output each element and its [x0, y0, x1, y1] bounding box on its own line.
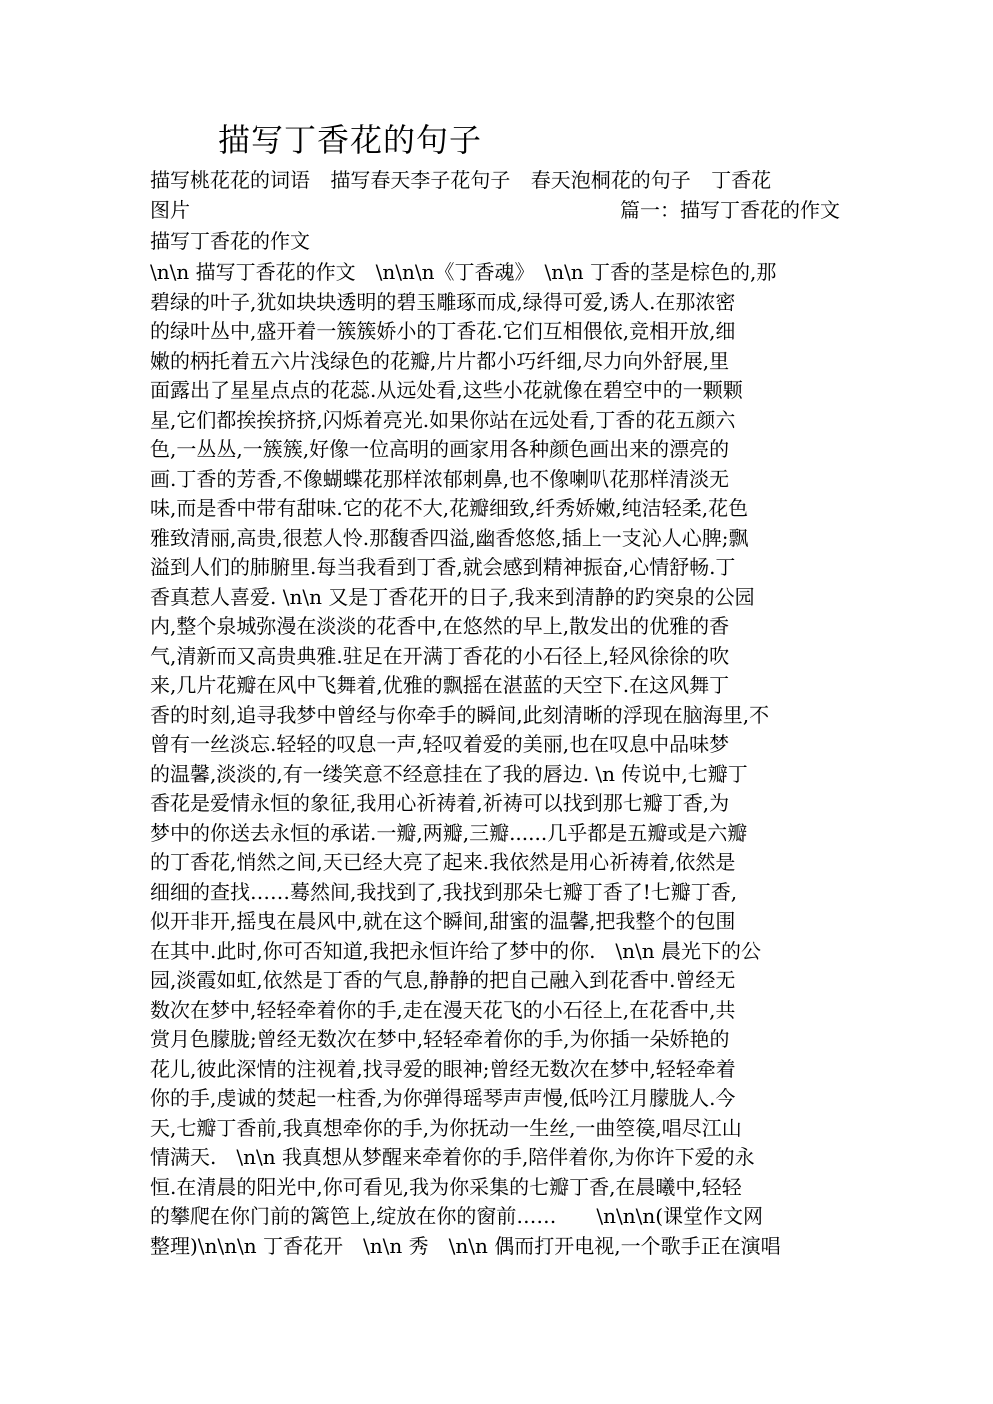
body-line: 数次在梦中,轻轻牵着你的手,走在漫天花飞的小石径上,在花香中,共: [150, 997, 736, 1022]
body-line: 香的时刻,追寻我梦中曾经与你牵手的瞬间,此刻清晰的浮现在脑海里,不: [150, 702, 770, 727]
body-line: 的攀爬在你门前的篱笆上,绽放在你的窗前…… \n\n\n(课堂作文网: [150, 1204, 764, 1228]
body-line: 曾有一丝淡忘.轻轻的叹息一声,轻叹着爱的美丽,也在叹息中品味梦: [150, 732, 730, 756]
related-tag: 春天泡桐花的句子: [530, 168, 691, 192]
body-line: 香花是爱情永恒的象征,我用心祈祷着,祈祷可以找到那七瓣丁香,为: [150, 791, 730, 815]
body-line: 溢到人们的肺腑里.每当我看到丁香,就会感到精神振奋,心情舒畅.丁: [150, 555, 736, 579]
body-line: \n\n 描写丁香花的作文 \n\n\n《丁香魂》 \n\n 丁香的茎是棕色的,那: [150, 260, 777, 284]
body-line: 天,七瓣丁香前,我真想牵你的手,为你抚动一生丝,一曲箜篌,唱尽江山: [150, 1115, 742, 1140]
body-line: 嫩的柄托着五六片浅绿色的花瓣,片片都小巧纤细,尽力向外舒展,里: [150, 348, 730, 373]
body-line: 细细的查找……蓦然间,我找到了,我找到那朵七瓣丁香了!七瓣丁香,: [150, 879, 738, 904]
related-tag-continuation: 图片: [150, 198, 190, 222]
body-line: 梦中的你送去永恒的承诺.一瓣,两瓣,三瓣......几乎都是五瓣或是六瓣: [150, 820, 748, 845]
document-title: 描写丁香花的句子: [218, 121, 483, 159]
body-line: 气,清新而又高贵典雅.驻足在开满丁香花的小石径上,轻风徐徐的吹: [150, 643, 730, 668]
body-line: 园,淡霞如虹,依然是丁香的气息,静静的把自己融入到花香中.曾经无: [150, 968, 736, 992]
body-line: 你的手,虔诚的焚起一柱香,为你弹得瑶琴声声慢,低吟江月朦胧人.今: [150, 1086, 736, 1110]
body-line: 花儿,彼此深情的注视着,找寻爱的眼神;曾经无数次在梦中,轻轻牵着: [150, 1056, 736, 1081]
body-line: 画.丁香的芳香,不像蝴蝶花那样浓郁刺鼻,也不像喇叭花那样清淡无: [150, 466, 730, 491]
subheading: 描写丁香花的作文: [150, 229, 310, 253]
related-tag: 描写春天李子花句子: [330, 168, 511, 192]
body-line: 在其中.此时,你可否知道,我把永恒许给了梦中的你. \n\n 晨光下的公: [150, 938, 762, 963]
related-tags: [150, 166, 840, 194]
body-line: 碧绿的叶子,犹如块块透明的碧玉雕琢而成,绿得可爱,诱人.在那浓密: [150, 289, 736, 314]
body-line: 雅致清丽,高贵,很惹人怜.那馥香四溢,幽香悠悠,插上一支沁人心脾;飘: [150, 525, 749, 550]
body-line: 星,它们都挨挨挤挤,闪烁着亮光.如果你站在远处看,丁香的花五颜六: [150, 407, 736, 432]
body-line: 整理)\n\n\n 丁香花开 \n\n 秀 \n\n 偶而打开电视,一个歌手正在演唱: [150, 1233, 781, 1258]
body-line: 来,几片花瓣在风中飞舞着,优雅的飘摇在湛蓝的天空下.在这风舞丁: [150, 673, 730, 697]
body-text: [150, 258, 840, 1261]
body-line: 面露出了星星点点的花蕊.从远处看,这些小花就像在碧空中的一颗颗: [150, 378, 743, 402]
meta-row: [150, 196, 840, 224]
body-line: 赏月色朦胧;曾经无数次在梦中,轻轻牵着你的手,为你插一朵娇艳的: [150, 1027, 730, 1051]
body-line: 内,整个泉城弥漫在淡淡的花香中,在悠然的早上,散发出的优雅的香: [150, 614, 730, 638]
body-line: 味,而是香中带有甜味.它的花不大,花瓣细致,纤秀娇嫩,纯洁轻柔,花色: [150, 496, 749, 520]
body-line: 恒.在清晨的阳光中,你可看见,我为你采集的七瓣丁香,在晨曦中,轻轻: [150, 1174, 742, 1199]
body-line: 的绿叶丛中,盛开着一簇簇娇小的丁香花.它们互相偎依,竞相开放,细: [150, 319, 736, 343]
body-line: 色,一丛丛,一簇簇,好像一位高明的画家用各种颜色画出来的漂亮的: [150, 437, 730, 461]
body-line: 的温馨,淡淡的,有一缕笑意不经意挂在了我的唇边. \n 传说中,七瓣丁: [150, 761, 748, 786]
body-line: 香真惹人喜爱. \n\n 又是丁香花开的日子,我来到清静的趵突泉的公园: [150, 584, 755, 609]
related-tag: 丁香花: [711, 168, 772, 192]
body-line: 的丁香花,悄然之间,天已经大亮了起来.我依然是用心祈祷着,依然是: [150, 850, 736, 874]
related-tag: 描写桃花花的词语: [150, 168, 310, 192]
section-heading: 篇一：描写丁香花的作文: [620, 198, 840, 222]
body-line: 情满天. \n\n 我真想从梦醒来牵着你的手,陪伴着你,为你许下爱的永: [150, 1145, 755, 1169]
body-line: 似开非开,摇曳在晨风中,就在这个瞬间,甜蜜的温馨,把我整个的包围: [150, 909, 736, 933]
